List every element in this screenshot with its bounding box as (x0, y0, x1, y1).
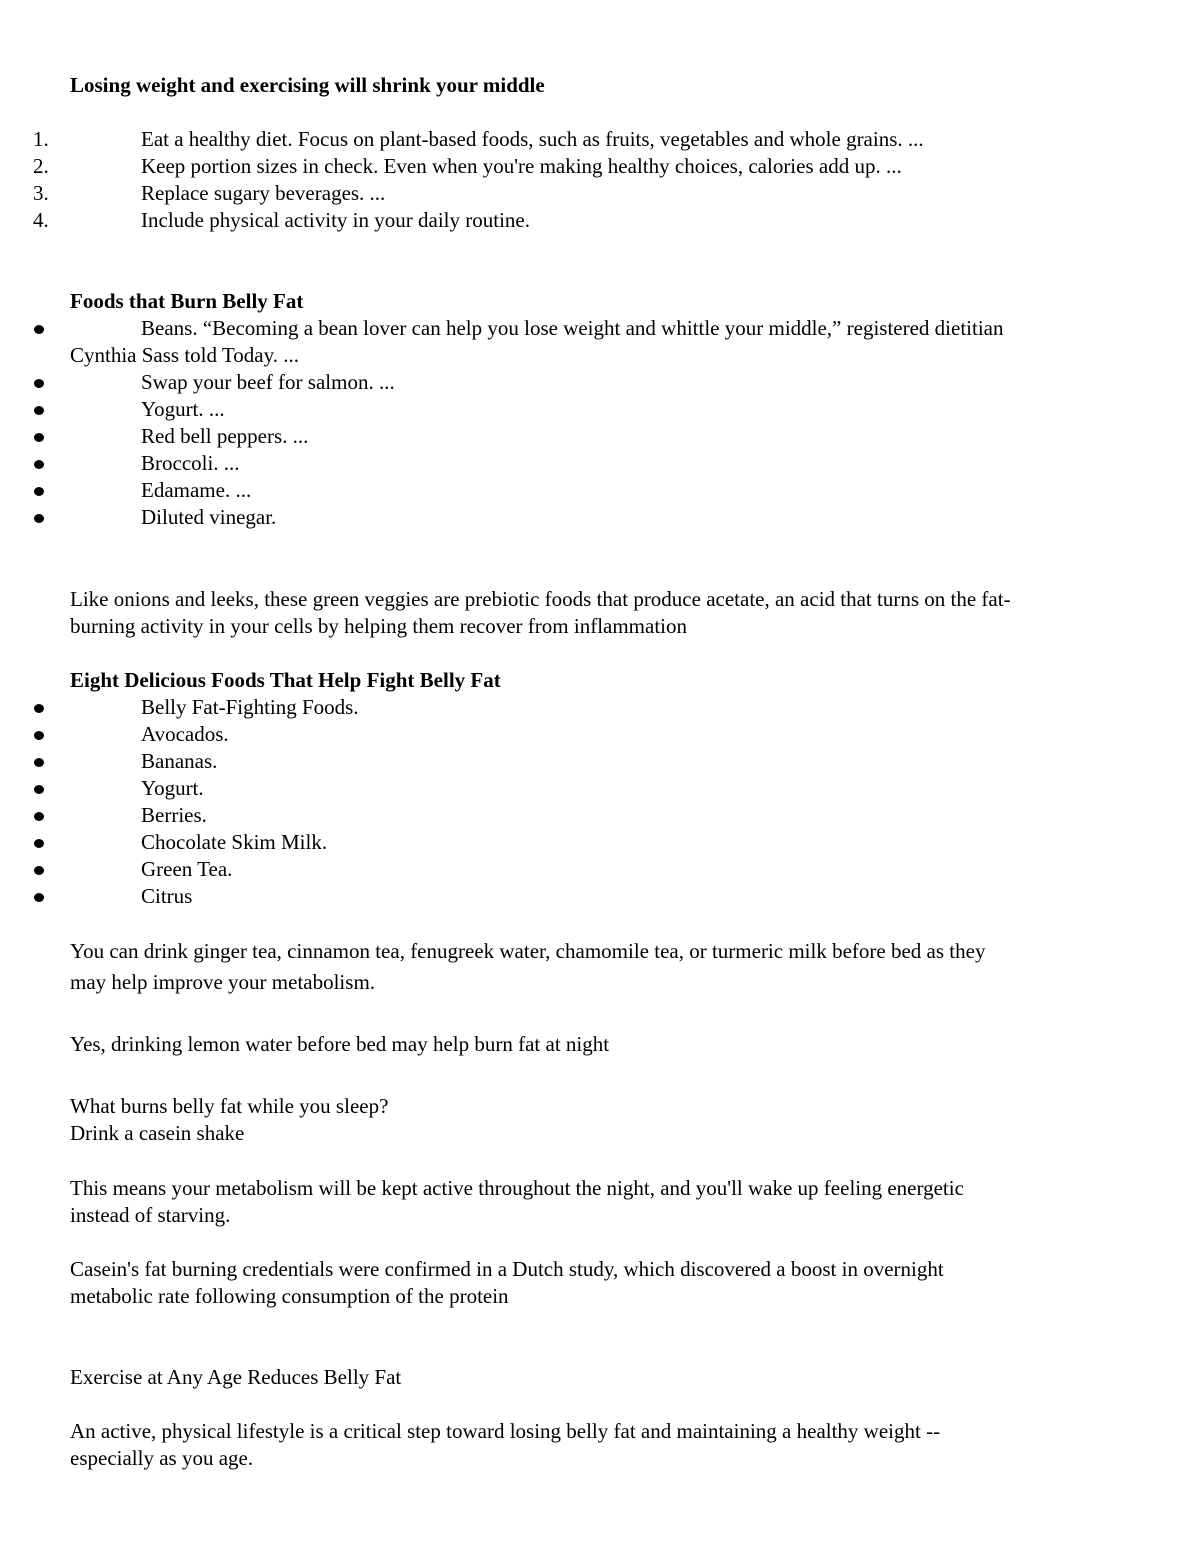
list-number: 3. (33, 181, 49, 205)
paragraph-line: An active, physical lifestyle is a critical step toward losing belly fat and maintaining a healthy weight -- (70, 1419, 941, 1443)
list-item-text: Berries. (141, 803, 207, 827)
bullet-icon (34, 460, 44, 469)
bullet-icon (34, 893, 44, 902)
list-number: 4. (33, 208, 49, 232)
paragraph-line: What burns belly fat while you sleep? (70, 1094, 389, 1118)
bullet-icon (34, 758, 44, 767)
list-item-text: Avocados. (141, 722, 229, 746)
numbered-list-item (0, 207, 1200, 234)
bullet-list-item (0, 504, 1200, 531)
paragraph-line: may help improve your metabolism. (70, 970, 376, 994)
casein-question-paragraph (70, 1093, 1150, 1147)
tea-paragraph (70, 936, 1150, 998)
section-heading-foods-burn-belly-fat: Foods that Burn Belly Fat (70, 289, 304, 313)
bullet-list-item (0, 802, 1200, 829)
bullet-icon (34, 785, 44, 794)
list-number: 2. (33, 154, 49, 178)
list-item-text: Edamame. ... (141, 478, 252, 502)
list-item-text: Yogurt. ... (141, 397, 225, 421)
active-lifestyle-paragraph (70, 1418, 1150, 1472)
bullet-icon (34, 704, 44, 713)
paragraph-line: metabolic rate following consumption of the protein (70, 1284, 509, 1308)
paragraph-line: especially as you age. (70, 1446, 254, 1470)
bullet-list-item (0, 748, 1200, 775)
list-item-text: Diluted vinegar. (141, 505, 277, 529)
bullet-icon (34, 812, 44, 821)
bullet-list-item (0, 423, 1200, 450)
bullet-icon (34, 731, 44, 740)
paragraph-line: Casein's fat burning credentials were confirmed in a Dutch study, which discovered a boost in overnight (70, 1257, 944, 1281)
numbered-list-item (0, 180, 1200, 207)
bullet-list-item (0, 829, 1200, 856)
bullet-icon (34, 433, 44, 442)
list-item-text: Chocolate Skim Milk. (141, 830, 328, 854)
bullet-list-item (0, 856, 1200, 883)
bullet-icon (34, 839, 44, 848)
list-item-text: Bananas. (141, 749, 218, 773)
list-item-text: Eat a healthy diet. Focus on plant-based foods, such as fruits, vegetables and whole grains. ... (141, 127, 924, 151)
list-number: 1. (33, 127, 49, 151)
bullet-list-item (0, 450, 1200, 477)
exercise-title (70, 1364, 1150, 1391)
bullet-list-item (0, 694, 1200, 721)
list-item-text: Yogurt. (141, 776, 204, 800)
bullet-list-item (0, 477, 1200, 504)
list-item-continuation (70, 342, 1150, 369)
paragraph-line: This means your metabolism will be kept active throughout the night, and you'll wake up feeling energetic (70, 1176, 964, 1200)
paragraph-line: burning activity in your cells by helping them recover from inflammation (70, 614, 688, 638)
list-item-text: Swap your beef for salmon. ... (141, 370, 395, 394)
list-item-text: Keep portion sizes in check. Even when you're making healthy choices, calories add up. ... (141, 154, 902, 178)
bullet-list-item (0, 396, 1200, 423)
bullet-list-item (0, 369, 1200, 396)
paragraph-line: Drink a casein shake (70, 1121, 245, 1145)
lemon-water-paragraph (70, 1031, 1150, 1058)
list-item-text: Cynthia Sass told Today. ... (70, 343, 299, 367)
bullet-icon (34, 514, 44, 523)
paragraph-line: Exercise at Any Age Reduces Belly Fat (70, 1365, 402, 1389)
prebiotic-paragraph (70, 586, 1150, 640)
numbered-list-item (0, 126, 1200, 153)
list-item-text: Citrus (141, 884, 193, 908)
bullet-icon (34, 487, 44, 496)
list-item-text: Broccoli. ... (141, 451, 240, 475)
bullet-icon (34, 406, 44, 415)
paragraph-line: instead of starving. (70, 1203, 231, 1227)
list-item-text: Red bell peppers. ... (141, 424, 309, 448)
bullet-list-item (0, 883, 1200, 910)
bullet-list-item (0, 775, 1200, 802)
metabolism-paragraph (70, 1175, 1150, 1229)
list-item-text: Belly Fat-Fighting Foods. (141, 695, 359, 719)
paragraph-line: Yes, drinking lemon water before bed may help burn fat at night (70, 1032, 610, 1056)
bullet-list-item (0, 315, 1200, 342)
section-heading-eight-foods: Eight Delicious Foods That Help Fight Belly Fat (70, 668, 501, 692)
bullet-icon (34, 379, 44, 388)
bullet-icon (34, 866, 44, 875)
section-heading-losing-weight: Losing weight and exercising will shrink your middle (70, 73, 545, 97)
list-item-text: Green Tea. (141, 857, 233, 881)
paragraph-line: You can drink ginger tea, cinnamon tea, fenugreek water, chamomile tea, or turmeric milk before bed as they (70, 939, 986, 963)
paragraph-line: Like onions and leeks, these green veggies are prebiotic foods that produce acetate, an acid that turns on the fat- (70, 587, 1011, 611)
bullet-list-item (0, 721, 1200, 748)
list-item-text: Replace sugary beverages. ... (141, 181, 386, 205)
casein-study-paragraph (70, 1256, 1150, 1310)
numbered-list-item (0, 153, 1200, 180)
list-item-text: Include physical activity in your daily routine. (141, 208, 530, 232)
bullet-icon (34, 325, 44, 334)
list-item-text: Beans. “Becoming a bean lover can help you lose weight and whittle your middle,” registered dietitian (141, 316, 1004, 340)
